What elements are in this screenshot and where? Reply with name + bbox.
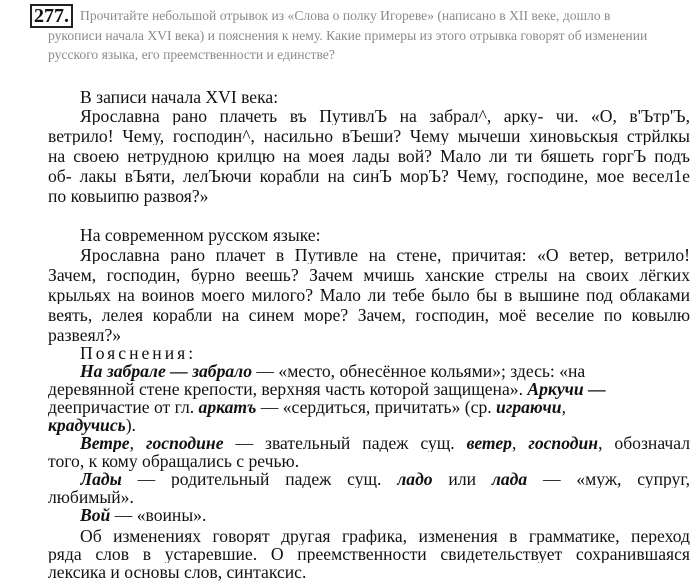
note-line	[48, 398, 566, 416]
note-text: или	[432, 470, 492, 488]
note-line: того, к кому обращались с речью.	[48, 451, 300, 471]
note-text: ,	[561, 397, 566, 417]
note-term: ветер	[466, 434, 512, 452]
task-line: Прочитайте небольшой отрывок из «Слова о полку Игореве» (написано в XII веке, дошло в	[80, 8, 611, 23]
modern-text-line: Ярославна рано плачет в Путивле на стене, причитая: «О ветер, ветрило!	[80, 246, 690, 264]
note-term: крадучись	[48, 415, 126, 435]
note-text: — «сердиться, причитать» (ср.	[256, 397, 497, 417]
note-line	[48, 416, 136, 434]
old-text-line: на своею нетрудною крилцю на моея лады вой? Мало ли ти бяшеть горгЪ подъ	[48, 147, 690, 165]
note-text: — звательный падеж сущ.	[223, 434, 467, 452]
old-text-line: ветрило! Чему, господин^, насильно вЪеши? Чему мычеши хиновьскыя стрйлкы	[48, 127, 690, 145]
note-text: — «воины».	[110, 505, 207, 525]
note-term: Лады	[80, 470, 122, 488]
note-term: Ветре	[80, 434, 130, 452]
note-term: играючи	[496, 397, 562, 417]
note-text: — родительный падеж сущ.	[121, 470, 398, 488]
modern-text-line: Зачем, господин, бурно веешь? Зачем мчишь ханские стрелы на своих лёгких	[48, 266, 690, 284]
modern-text-line: веять, лелея корабли на синем море? Зачем, господин, моё веселие по ковылю	[48, 306, 690, 324]
old-text-line: по ковыипю развоя?»	[48, 186, 209, 206]
note-line	[80, 470, 690, 488]
modern-text-line: крыльях на воинов моего милого? Мало ли тебе было бы в вышине под облаками	[48, 286, 690, 304]
note-line: любимый».	[48, 487, 134, 507]
note-text: — «муж, супруг,	[527, 470, 690, 488]
note-text: — «место, обнесённое кольями»; здесь: «на	[252, 361, 586, 381]
note-text: ,	[511, 434, 529, 452]
note-line	[48, 380, 606, 398]
old-text-heading: В записи начала XVI века:	[80, 87, 279, 107]
old-text-line: Ярославна рано плачеть въ ПутивлЪ на забрал^, арку- чи. «О, в'Ътр'Ъ,	[80, 107, 690, 125]
note-line	[80, 362, 585, 380]
modern-text-line: развеял?»	[48, 325, 122, 345]
answer-line: ряда слов в устаревшие. О преемственности свидетельствует сохранившаяся	[48, 545, 690, 563]
task-line: русского языка, его преемственности и единстве?	[48, 47, 335, 62]
note-term: господине	[145, 434, 224, 452]
note-text: ).	[125, 415, 136, 435]
modern-text-heading: На современном русском языке:	[80, 225, 321, 245]
note-line	[80, 506, 206, 524]
note-text: деревянной стене крепости, верхняя часть которой защищена».	[48, 379, 528, 399]
note-term: ладо	[397, 470, 433, 488]
notes-heading: Пояснения:	[80, 343, 197, 363]
note-text: ,	[129, 434, 146, 452]
note-term: На забрале — забрало	[80, 361, 253, 381]
note-term: аркатъ	[198, 397, 257, 417]
note-line	[80, 434, 690, 452]
note-term: Вой	[80, 505, 111, 525]
note-term: Аркучи —	[527, 379, 606, 399]
answer-line: лексика и основы слов, синтаксис.	[48, 562, 307, 582]
task-line: рукописи начала XVI века) и пояснения к нему. Какие примеры из этого отрывка говорят об изменении	[48, 28, 648, 43]
note-term: лада	[491, 470, 528, 488]
note-term: господин	[528, 434, 599, 452]
old-text-line: об- лакы вЪяти, лелЪючи корабли на синЪ морЪ? Чему, господине, мое весел1е	[48, 167, 690, 185]
exercise-number: 277.	[30, 4, 73, 28]
answer-line: Об изменениях говорят другая графика, изменения в грамматике, переход	[80, 527, 690, 545]
note-text: деепричастие от гл.	[48, 397, 199, 417]
note-text: , обозначал	[598, 434, 690, 452]
